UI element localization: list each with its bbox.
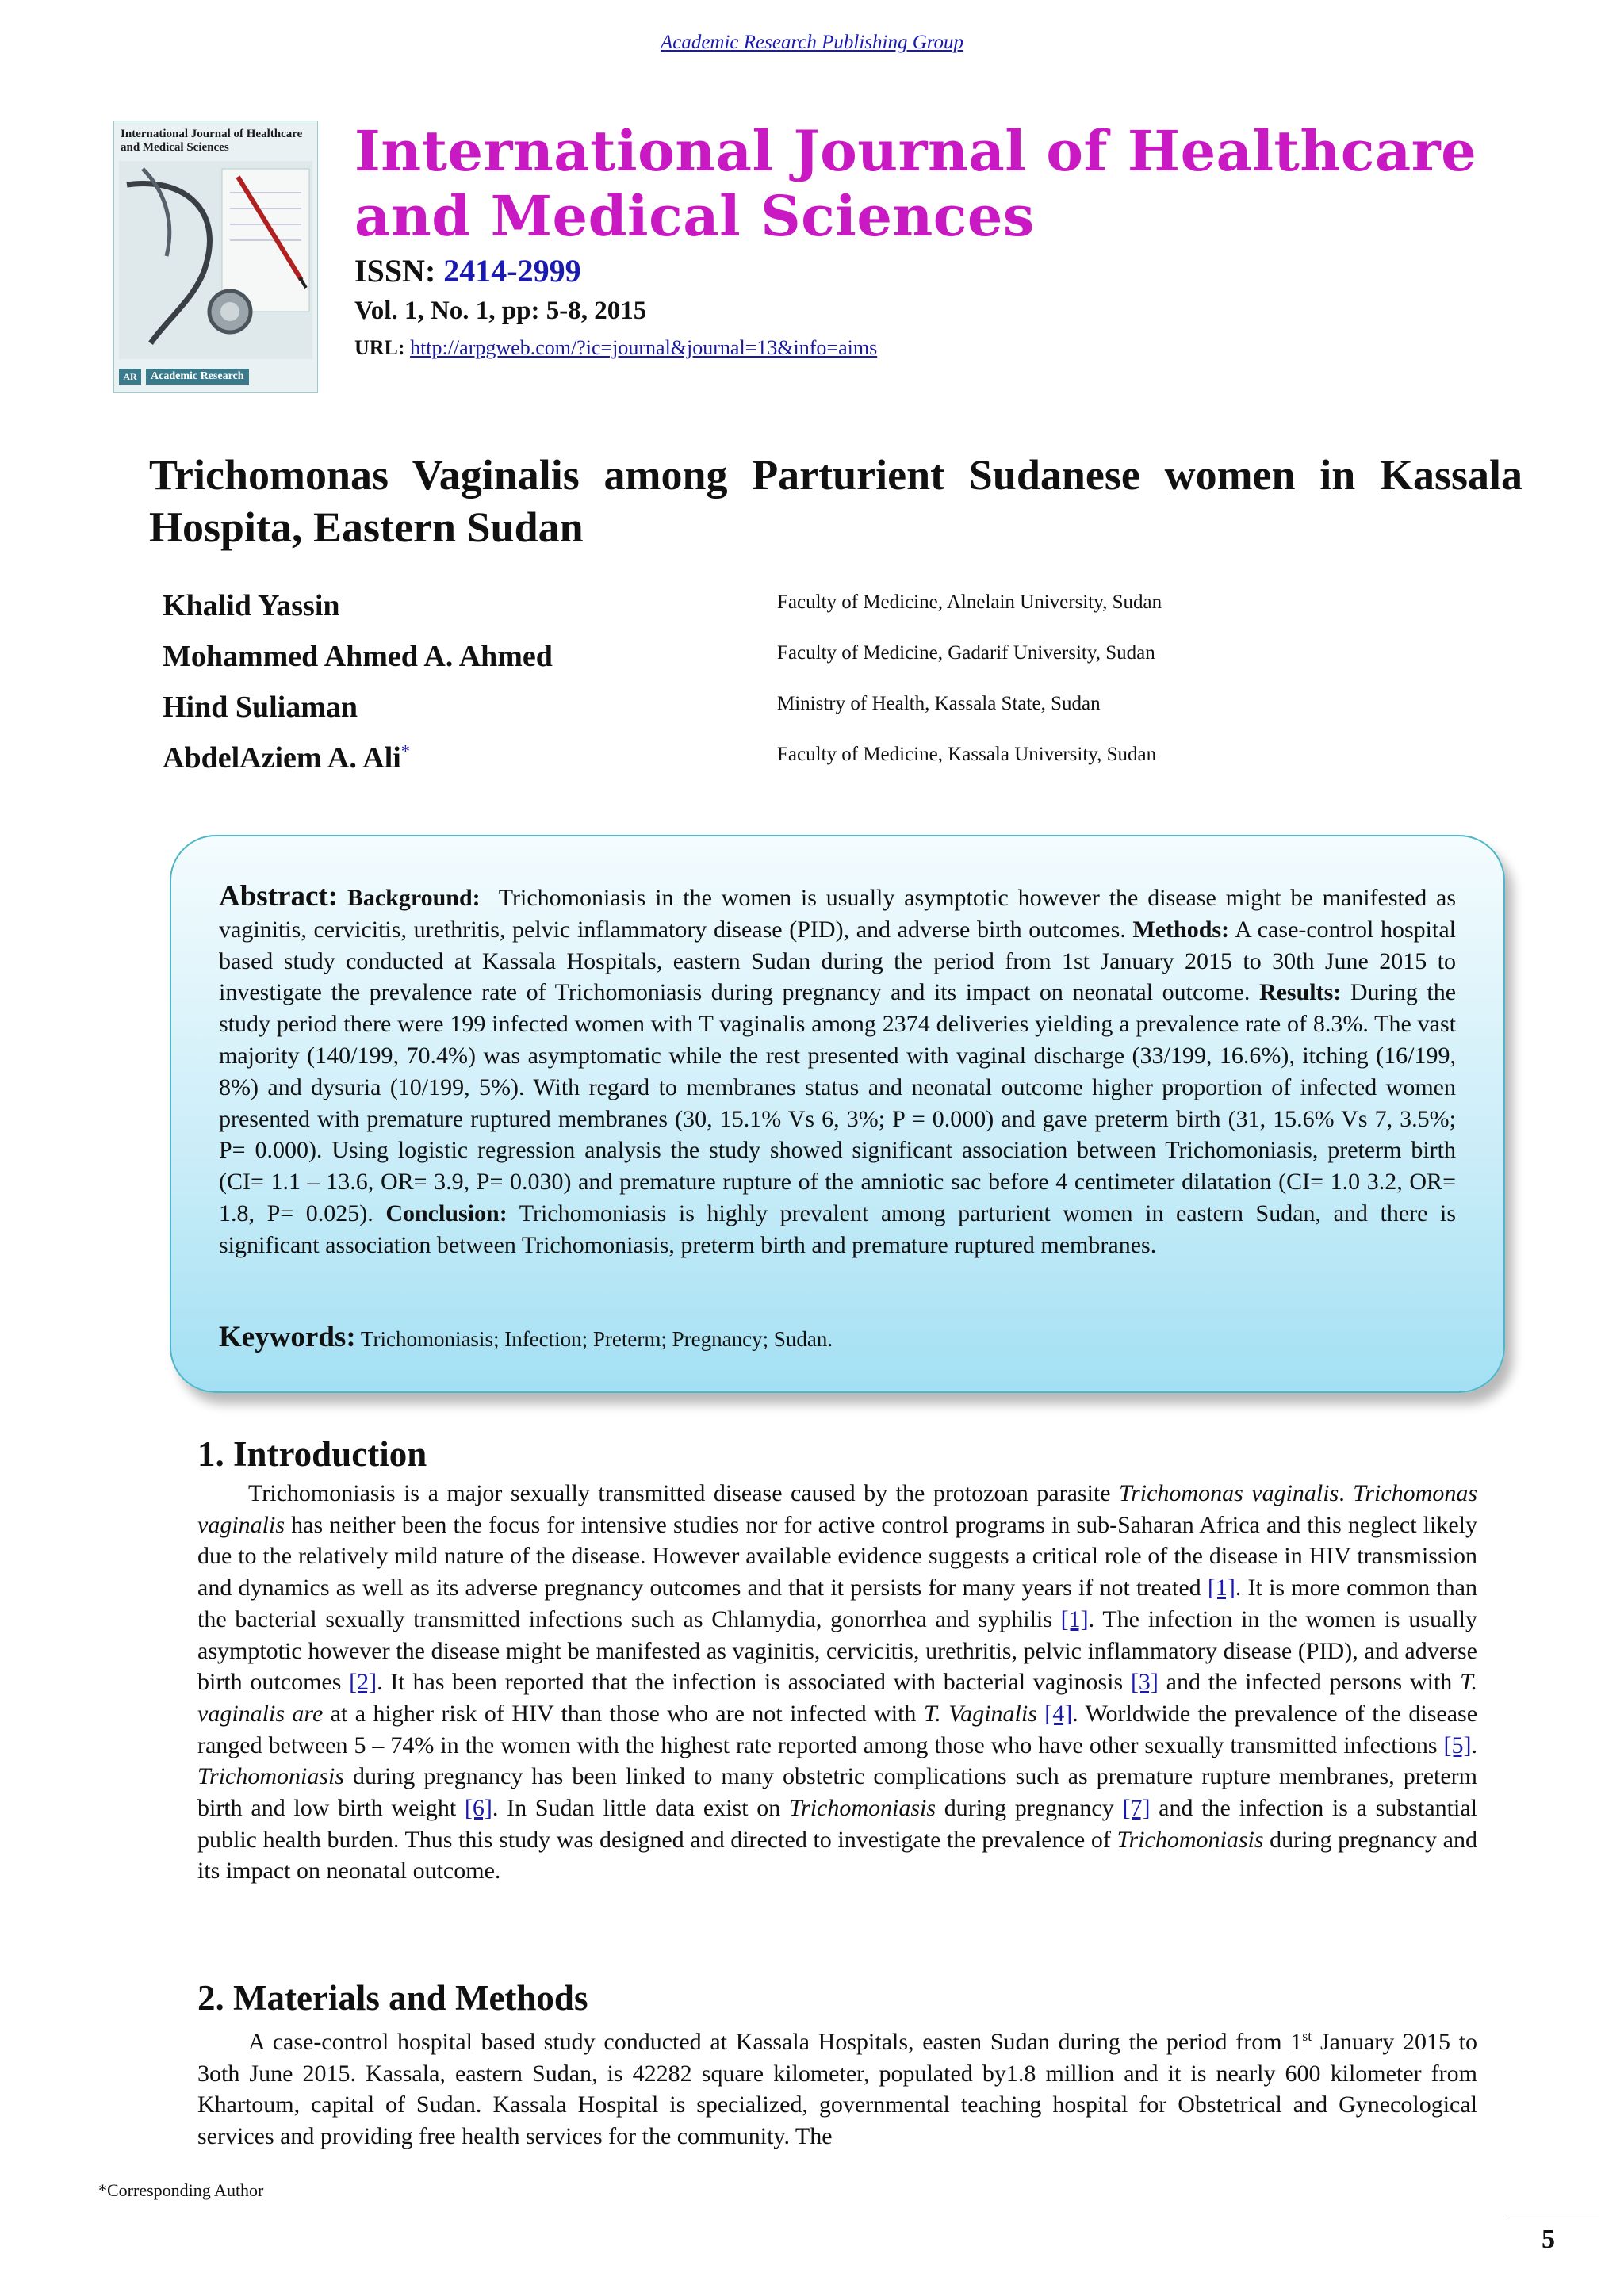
author-affiliation: Ministry of Health, Kassala State, Sudan <box>777 693 1101 714</box>
author-list <box>163 588 1526 791</box>
author-affiliation: Faculty of Medicine, Alnelain University, Sudan <box>777 591 1162 613</box>
url-label: URL: <box>354 336 405 359</box>
author-affiliation: Faculty of Medicine, Gadarif University, Sudan <box>777 642 1155 664</box>
introduction-paragraph: Trichomoniasis is a major sexually transmitted disease caused by the protozoan parasite Trichomonas vaginalis. Trichomonas vaginalis has neither been the focus for intensive studies nor for active control programs in sub-Saharan Africa and this neglect likely due to the relatively mild nature of the disease. However available evidence suggests a critical role of the disease in HIV transmission and dynamics as well as its adverse pregnancy outcomes and that it persists for many years if not treated [1]. It is more common than the bacterial sexually transmitted infections such as Chlamydia, gonorrhea and syphilis [1]. The infection in the women is usually asymptotic however the disease might be manifested as vaginitis, cervicitis, urethritis, pelvic inflammatory disease (PID), and adverse birth outcomes [2]. It has been reported that the infection is associated with bacterial vaginosis [3] and the infected persons with T. vaginalis are at a higher risk of HIV than those who are not infected with T. Vaginalis [4]. Worldwide the prevalence of the disease ranged between 5 – 74% in the women with the highest rate reported among those who have other sexually transmitted infections [5]. Trichomoniasis during pregnancy has been linked to many obstetric complications such as premature rupture membranes, preterm birth and low birth weight [6]. In Sudan little data exist on Trichomoniasis during pregnancy [7] and the infection is a substantial public health burden. Thus this study was designed and directed to investigate the prevalence of Trichomoniasis during pregnancy and its impact on neonatal outcome. <box>197 1480 1478 1885</box>
author-name: AbdelAziem A. Ali* <box>163 740 410 775</box>
methods-label: Methods: <box>1132 916 1230 943</box>
author-affiliation: Faculty of Medicine, Kassala University, Sudan <box>777 744 1157 765</box>
issn-number: 2414-2999 <box>443 253 581 289</box>
corresponding-author-mark[interactable]: * <box>400 740 410 761</box>
citation-link[interactable]: [4] <box>1044 1700 1073 1727</box>
citation-link[interactable]: [2] <box>349 1669 377 1696</box>
author-name: Hind Suliaman <box>163 691 358 724</box>
keywords <box>219 1320 1456 1354</box>
author-name: Mohammed Ahmed A. Ahmed <box>163 640 553 673</box>
abstract-label: Abstract: <box>219 880 339 913</box>
methods-heading: 2. Materials and Methods <box>197 1978 588 2018</box>
author-row <box>163 740 1526 791</box>
methods-paragraph: A case-control hospital based study conducted at Kassala Hospitals, easten Sudan during the period from 1st January 2015 to 3oth June 2015. Kassala, eastern Sudan, is 42282 square kilometer, populated by1.8 million and it is nearly 600 kilometer from Khartoum, capital of Sudan. Kassala Hospital is specialized, governmental teaching hospital for Obstetrical and Gynecological services and providing free health services for the community. The <box>197 2028 1477 2150</box>
abstract-background: Trichomoniasis in the women is usually asymptotic however the disease might be manifested as vaginitis, cervicitis, urethritis, pelvic inflammatory disease (PID), and adverse birth outcomes. <box>219 885 1456 943</box>
corresponding-author-footnote: *Corresponding Author <box>98 2180 264 2200</box>
issn <box>354 252 581 289</box>
keywords-list: Trichomoniasis; Infection; Preterm; Pregnancy; Sudan. <box>360 1327 833 1351</box>
citation-link[interactable]: [7] <box>1122 1795 1151 1822</box>
abstract-text <box>219 881 1456 1261</box>
keywords-label: Keywords: <box>219 1321 356 1353</box>
citation-link[interactable]: [5] <box>1443 1732 1472 1758</box>
cover-logo <box>119 367 249 386</box>
abstract-box <box>170 835 1505 1393</box>
paper-title: Trichomonas Vaginalis among Parturient Sudanese women in Kassala Hospita, Eastern Sudan <box>149 451 1522 551</box>
cover-title: International Journal of Healthcare and Medical Sciences <box>121 128 303 154</box>
journal-url <box>354 336 877 360</box>
cover-logo-text: Academic Research <box>146 369 249 385</box>
citation-link[interactable]: [6] <box>464 1795 492 1822</box>
url-link[interactable]: http://arpgweb.com/?ic=journal&journal=13&info=aims <box>410 336 878 359</box>
citation-link[interactable]: [1] <box>1207 1575 1235 1601</box>
author-row <box>163 639 1526 690</box>
abstract-methods: A case-control hospital based study conducted at Kassala Hospitals, eastern Sudan during the period from 1st January 2015 to 30th June 2015 to investigate the prevalence rate of Trichomoniasis during pregnancy and its impact on neonatal outcome. <box>219 916 1456 1006</box>
author-row <box>163 690 1526 740</box>
results-label: Results: <box>1258 979 1342 1006</box>
publisher-link[interactable]: Academic Research Publishing Group <box>660 32 964 53</box>
journal-cover-image <box>113 121 318 393</box>
volume-info: Vol. 1, No. 1, pp: 5-8, 2015 <box>354 297 647 325</box>
conclusion-label: Conclusion: <box>385 1200 508 1226</box>
author-name: Khalid Yassin <box>163 589 340 622</box>
introduction-heading: 1. Introduction <box>197 1434 427 1474</box>
page-number: 5 <box>1542 2225 1555 2254</box>
citation-link[interactable]: [1] <box>1060 1605 1089 1632</box>
publisher-header <box>0 32 1624 54</box>
abstract-conclusion: Trichomoniasis is highly prevalent among parturient women in eastern Sudan, and there is significant association between Trichomoniasis, preterm birth and premature ruptured membranes. <box>219 1200 1457 1258</box>
abstract-results: During the study period there were 199 infected women with T vaginalis among 2374 deliveries yielding a prevalence rate of 8.3%. The vast majority (140/199, 70.4%) was asymptomatic while the rest presented with vaginal discharge (33/199, 16.6%), itching (16/199, 8%) and dysuria (10/199, 5%). With regard to membranes status and neonatal outcome higher proportion of infected women presented with premature ruptured membranes (30, 15.1% Vs 6, 3%; P = 0.000) and gave preterm birth (31, 15.6% Vs 7, 3.5%; P= 0.000). Using logistic regression analysis the study showed significant association between Trichomoniasis, preterm birth (CI= 1.1 – 13.6, OR= 3.9, P= 0.030) and premature rupture of the amniotic sac before 4 centimeter dilatation (CI= 1.0 3.2, OR= 1.8, P= 0.025). <box>219 979 1457 1226</box>
background-label: Background: <box>347 885 481 911</box>
publisher-logo-icon: AR <box>119 369 141 385</box>
citation-link[interactable]: [3] <box>1130 1669 1159 1696</box>
journal-title: International Journal of Healthcare and Medical Sciences <box>354 118 1477 249</box>
issn-label: ISSN: <box>354 253 436 289</box>
stethoscope-illustration <box>119 161 312 359</box>
author-row <box>163 588 1526 639</box>
